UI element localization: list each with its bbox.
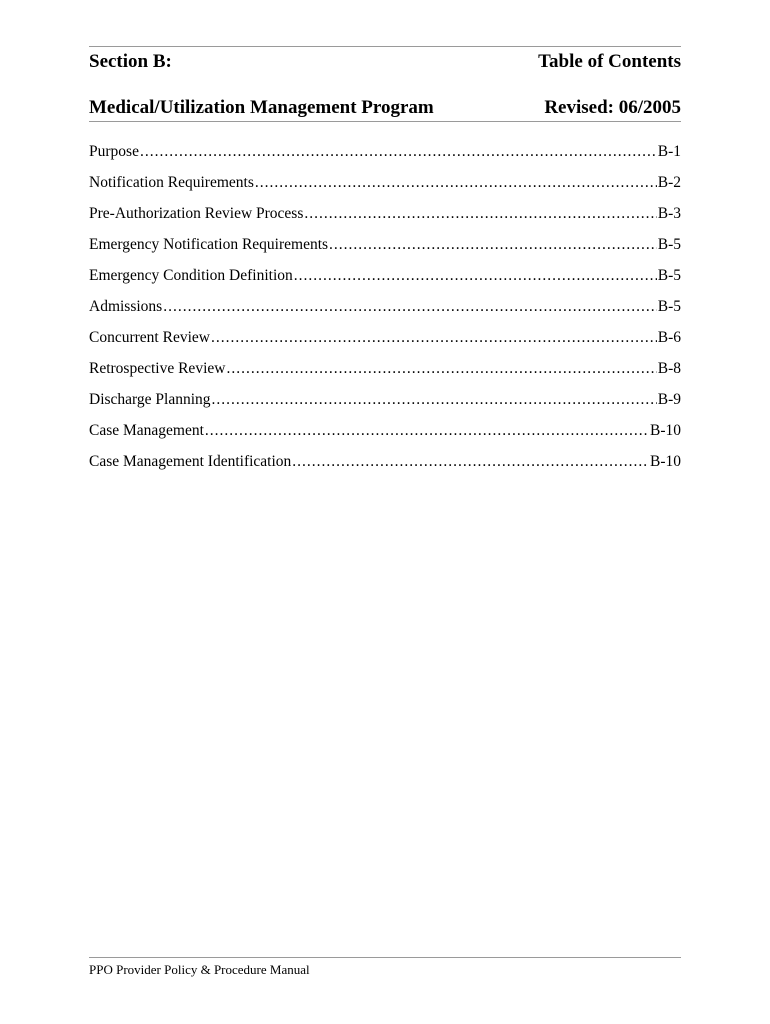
- toc-entry-title: Admissions: [89, 298, 163, 315]
- toc-entry[interactable]: [89, 140, 681, 171]
- toc-leader-dots: [205, 419, 649, 443]
- toc-entry[interactable]: [89, 388, 681, 419]
- toc-entry-title: Purpose: [89, 143, 139, 160]
- toc-entry-page: B-1: [657, 143, 681, 160]
- toc-entry-title: Discharge Planning: [89, 391, 211, 408]
- toc-entry-page: B-8: [657, 360, 681, 377]
- toc-entry-title: Case Management Identification: [89, 453, 292, 470]
- header-row-program: [89, 96, 681, 120]
- toc-entry-title: Case Management: [89, 422, 204, 439]
- table-of-contents: [89, 140, 681, 481]
- toc-leader-dots: [212, 388, 657, 412]
- toc-leader-dots: [211, 326, 657, 350]
- toc-entry-page: B-5: [657, 298, 681, 315]
- program-title: Medical/Utilization Management Program: [89, 97, 434, 118]
- section-label: Section B:: [89, 51, 172, 72]
- toc-entry-title: Emergency Notification Requirements: [89, 236, 329, 253]
- toc-entry[interactable]: [89, 326, 681, 357]
- toc-entry-page: B-6: [657, 329, 681, 346]
- doc-label: Table of Contents: [538, 51, 681, 72]
- footer-text: PPO Provider Policy & Procedure Manual: [89, 962, 310, 977]
- toc-entry-page: B-10: [650, 453, 681, 470]
- toc-entry-title: Concurrent Review: [89, 329, 210, 346]
- toc-entry[interactable]: [89, 295, 681, 326]
- toc-leader-dots: [292, 450, 649, 474]
- toc-entry[interactable]: [89, 357, 681, 388]
- toc-leader-dots: [226, 357, 656, 381]
- toc-leader-dots: [163, 295, 657, 319]
- toc-leader-dots: [140, 140, 657, 164]
- toc-entry[interactable]: [89, 419, 681, 450]
- toc-entry[interactable]: [89, 264, 681, 295]
- toc-leader-dots: [329, 233, 657, 257]
- toc-entry-page: B-10: [650, 422, 681, 439]
- revised-date: Revised: 06/2005: [544, 97, 681, 118]
- toc-entry[interactable]: [89, 171, 681, 202]
- toc-leader-dots: [304, 202, 656, 226]
- toc-entry-page: B-2: [657, 174, 681, 191]
- toc-entry-page: B-5: [657, 267, 681, 284]
- toc-entry-page: B-5: [657, 236, 681, 253]
- toc-entry-title: Pre-Authorization Review Process: [89, 205, 304, 222]
- toc-entry-page: B-3: [657, 205, 681, 222]
- toc-entry-title: Retrospective Review: [89, 360, 226, 377]
- header-row-section: [89, 50, 681, 74]
- toc-entry[interactable]: [89, 202, 681, 233]
- toc-leader-dots: [294, 264, 657, 288]
- toc-entry-title: Notification Requirements: [89, 174, 254, 191]
- footer-rule: [89, 957, 681, 958]
- toc-entry[interactable]: [89, 233, 681, 264]
- top-rule: [89, 46, 681, 47]
- header-rule: [89, 121, 681, 122]
- toc-entry[interactable]: [89, 450, 681, 481]
- toc-leader-dots: [255, 171, 657, 195]
- toc-entry-title: Emergency Condition Definition: [89, 267, 293, 284]
- toc-entry-page: B-9: [657, 391, 681, 408]
